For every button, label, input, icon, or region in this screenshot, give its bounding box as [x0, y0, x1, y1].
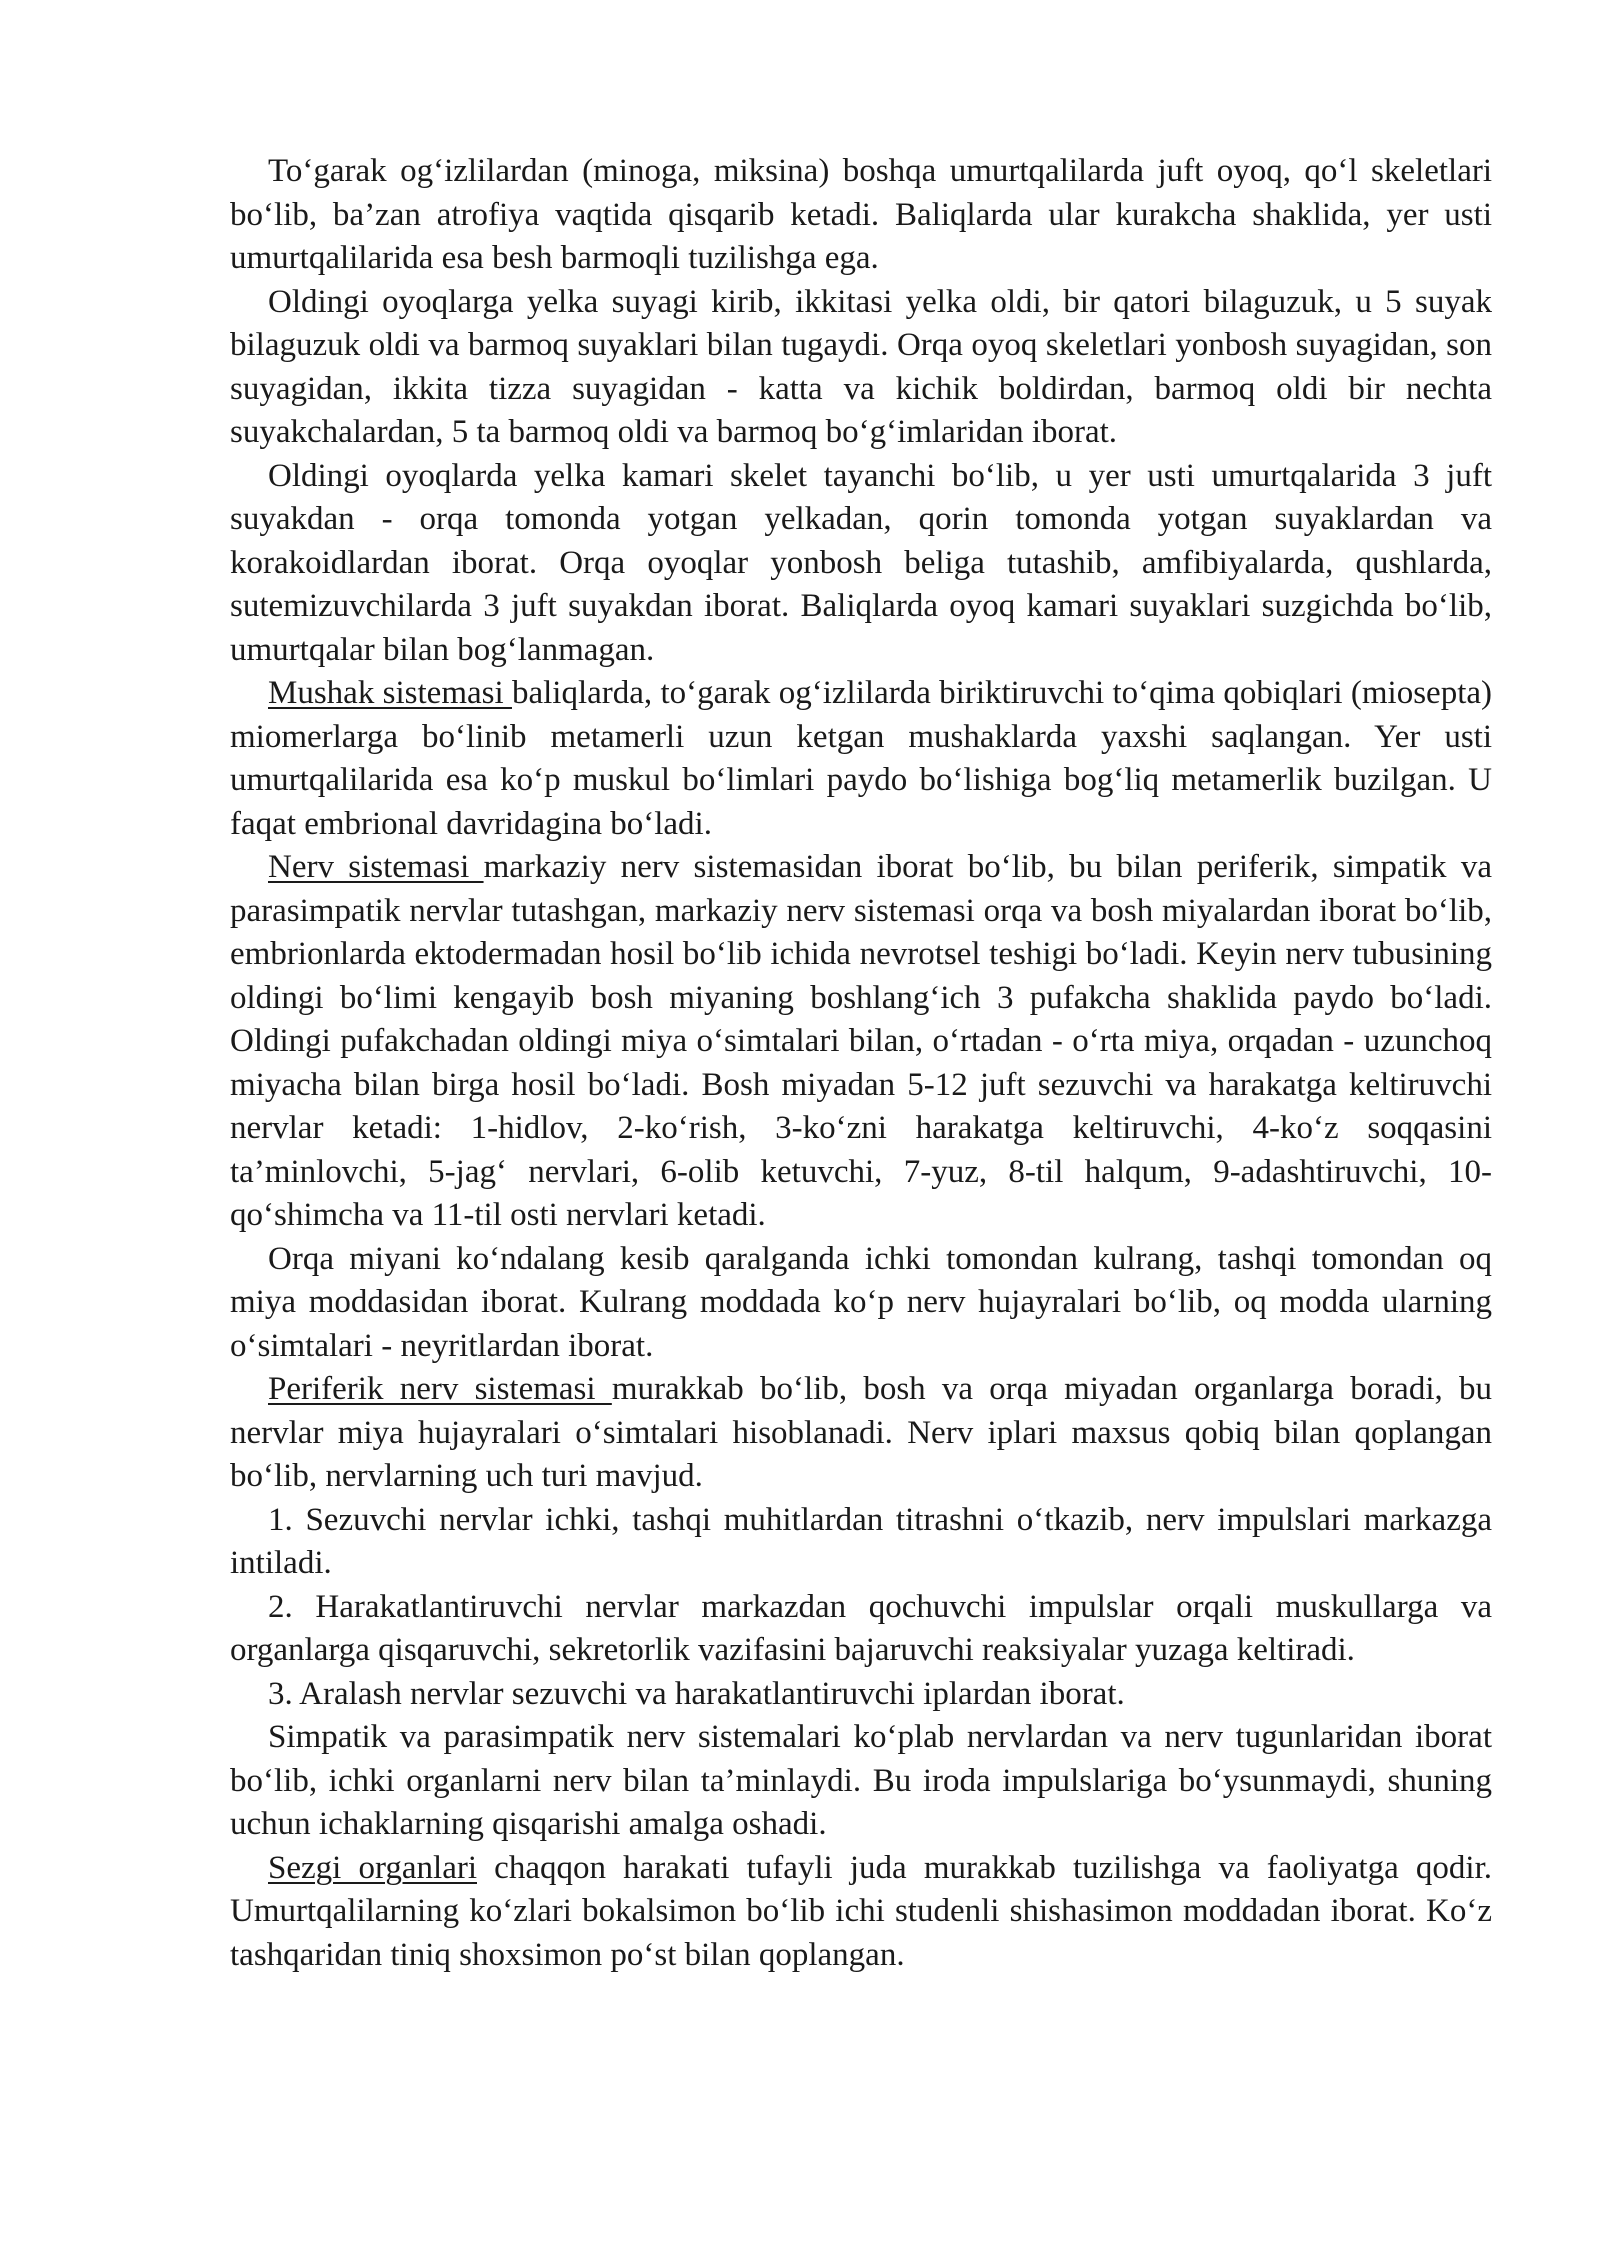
paragraph — [230, 1368, 1492, 1499]
paragraph — [230, 455, 1492, 673]
section-heading-mushak-sistemasi: Mushak sistemasi — [268, 675, 512, 711]
section-heading-nerv-sistemasi: Nerv sistemasi — [268, 849, 484, 885]
list-item — [230, 1673, 1492, 1717]
paragraph — [230, 1238, 1492, 1369]
paragraph — [230, 281, 1492, 455]
paragraph — [230, 1716, 1492, 1847]
section-heading-sezgi-organlari: Sezgi organlari — [268, 1849, 477, 1886]
paragraph-text: To‘garak og‘izlilardan (minoga, miksina) boshqa umurtqalilarda juft oyoq, qo‘l skeletlari bo‘lib, ba’zan atrofiya vaqtida qisqarib ketadi. Baliqlarda ular kurakcha shaklida, yer usti umurtqalilarida esa besh barmoqli tuzilishga ega. — [230, 153, 1492, 276]
paragraph-text: Simpatik va parasimpatik nerv sistemalari ko‘plab nervlardan va nerv tugunlaridan iborat bo‘lib, ichki organlarni nerv bilan ta’minlaydi. Bu iroda impulslariga bo‘ysunmaydi, shuning uchun ichaklarning qisqarishi amalga oshadi. — [230, 1719, 1492, 1842]
paragraph-text: 1. Sezuvchi nervlar ichki, tashqi muhitlardan titrashni o‘tkazib, nerv impulslari markazga intiladi. — [230, 1501, 1492, 1581]
paragraph-text: 2. Harakatlantiruvchi nervlar markazdan qochuvchi impulslar orqali muskullarga va organlarga qisqaruvchi, sekretorlik vazifasini bajaruvchi reaksiyalar yuzaga keltiradi. — [230, 1588, 1492, 1668]
list-item — [230, 1586, 1492, 1673]
paragraph — [230, 846, 1492, 1238]
paragraph-text: Orqa miyani ko‘ndalang kesib qaralganda ichki tomondan kulrang, tashqi tomondan oq miya moddasidan iborat. Kulrang moddada ko‘p nerv hujayralari bo‘lib, oq modda ularning o‘simtalari - neyritlardan iborat. — [230, 1240, 1492, 1364]
document-page — [230, 150, 1492, 1977]
paragraph-text: Oldingi oyoqlarga yelka suyagi kirib, ikkitasi yelka oldi, bir qatori bilaguzuk, u 5 suyak bilaguzuk oldi va barmoq suyaklari bilan tugaydi. Orqa oyoq skeletlari yonbosh suyagidan, son suyagidan, ikkita tizza suyagidan - katta va kichik boldirdan, barmoq oldi bir nechta suyakchalardan, 5 ta barmoq oldi va barmoq bo‘g‘imlaridan iborat. — [230, 283, 1492, 450]
paragraph — [230, 150, 1492, 281]
section-heading-periferik-nerv-sistemasi: Periferik nerv sistemasi — [268, 1371, 612, 1407]
paragraph — [230, 1847, 1492, 1978]
paragraph — [230, 672, 1492, 846]
paragraph-text: murakkab bo‘lib, bosh va orqa miyadan organlarga boradi, bu nervlar miya hujayralari o‘simtalari hisoblanadi. Nerv iplari maxsus qobiq bilan qoplangan bo‘lib, nervlarning uch turi mavjud. — [230, 1371, 1492, 1494]
paragraph-text: chaqqon harakati tufayli juda murakkab tuzilishga va faoliyatga qodir. Umurtqalilarning ko‘zlari bokalsimon bo‘lib ichi studenli shishasimon moddadan iborat. Ko‘z tashqaridan tiniq shoxsimon po‘st bilan qoplangan. — [230, 1849, 1492, 1973]
list-item — [230, 1499, 1492, 1586]
paragraph-text: Oldingi oyoqlarda yelka kamari skelet tayanchi bo‘lib, u yer usti umurtqalarida 3 juft suyakdan - orqa tomonda yotgan yelkadan, qorin tomonda yotgan suyaklardan va korakoidlardan iborat. Orqa oyoqlar yonbosh beliga tutashib, amfibiyalarda, qushlarda, sutemizuvchilarda 3 juft suyakdan iborat. Baliqlarda oyoq kamari suyaklari suzgichda bo‘lib, umurtqalar bilan bog‘lanmagan. — [230, 457, 1492, 668]
paragraph-text: 3. Aralash nervlar sezuvchi va harakatlantiruvchi iplardan iborat. — [268, 1675, 1125, 1712]
paragraph-text: baliqlarda, to‘garak og‘izlilarda biriktiruvchi to‘qima qobiqlari (miosepta) miomerlarga bo‘linib metamerli uzun ketgan mushaklarda yaxshi saqlangan. Yer usti umurtqalilarida esa ko‘p muskul bo‘limlari paydo bo‘lishiga bog‘liq metamerlik buzilgan. U faqat embrional davridagina bo‘ladi. — [230, 675, 1493, 842]
paragraph-text: markaziy nerv sistemasidan iborat bo‘lib, bu bilan periferik, simpatik va parasimpatik nervlar tutashgan, markaziy nerv sistemasi orqa va bosh miyalardan iborat bo‘lib, embrionlarda ektodermadan hosil bo‘lib ichida nevrotsel teshigi bo‘ladi. Keyin nerv tubusining oldingi bo‘limi kengayib bosh miyaning boshlang‘ich 3 pufakcha shaklida paydo bo‘ladi. Oldingi pufakchadan oldingi miya o‘simtalari bilan, o‘rtadan - o‘rta miya, orqadan - uzunchoq miyacha bilan birga hosil bo‘ladi. Bosh miyadan 5-12 juft sezuvchi va harakatga keltiruvchi nervlar ketadi: 1-hidlov, 2-ko‘rish, 3-ko‘zni harakatga keltiruvchi, 4-ko‘z soqqasini ta’minlovchi, 5-jag‘ nervlari, 6-olib ketuvchi, 7-yuz, 8-til halqum, 9-adashtiruvchi, 10-qo‘shimcha va 11-til osti nervlari ketadi. — [230, 849, 1492, 1233]
